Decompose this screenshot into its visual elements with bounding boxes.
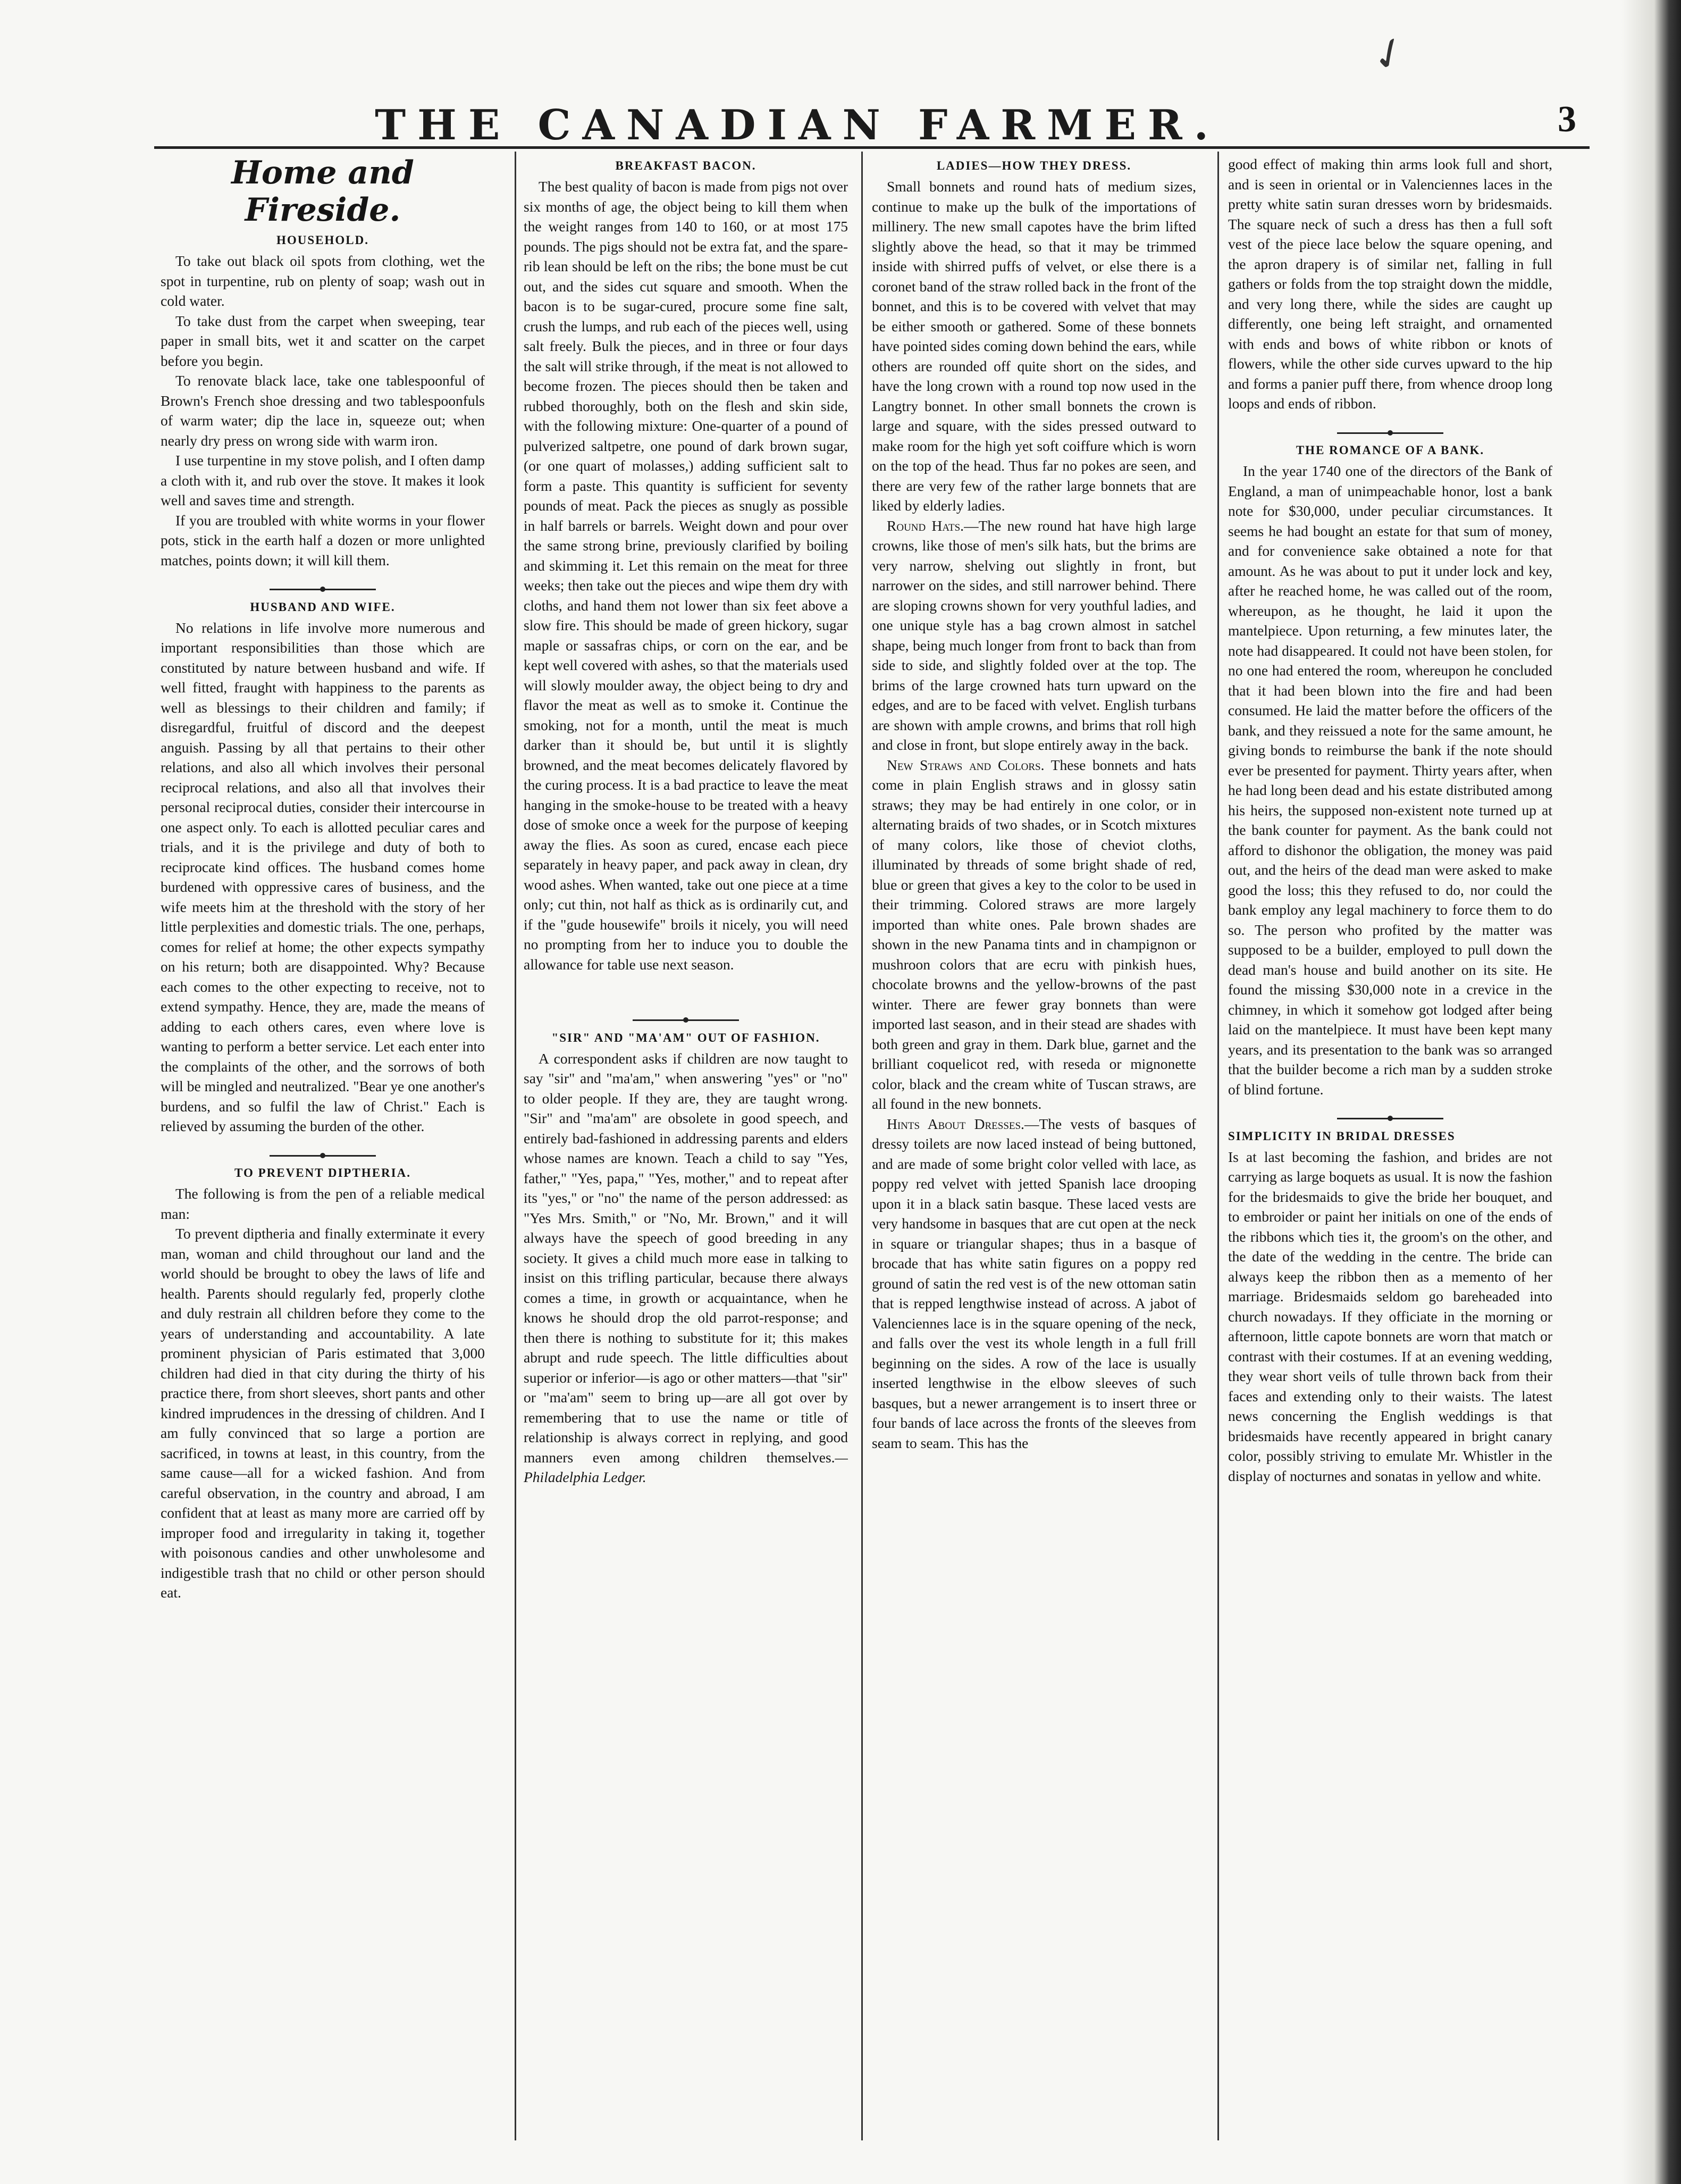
- paragraph: In the year 1740 one of the directors of the Bank of England, a man of unimpeachable honor, lost a bank note for $30,000, under peculiar circumstances. It seems he had bought an estate for that sum of money, and for convenience sake obtained a note for that amount. As he was about to put it under lock and key, after he reached home, he was called out of the room, whereupon, as he thought, he laid it upon the mantelpiece. Upon returning, a few minutes later, the note had disappeared. It could not have been stolen, for no one had entered the room, whereupon he concluded that it had been blown into the fire and had been consumed. He laid the matter before the officers of the bank, and they reissued a note for the same amount, he giving bonds to reimburse the bank if the note should ever be presented for payment. Thirty years after, when he had long been dead and his estate distributed among his heirs, the supposed non-existent note turned up at the bank counter for payment. As the bank could not afford to dishonor the obligation, the money was paid out, and the heirs of the dead man were asked to make good the loss; this they refused to do, nor could the bank employ any legal machinery to force them to do so. The person who profited by the matter was supposed to be a builder, employed to pull down the dead man's house and build another on its site. He found the missing $30,000 note in a crevice in the chimney, in which it somehow got lodged after being laid on the mantelpiece. It must have been kept many years, and its presentation to the bank was so arranged that the builder become a rich man by a sudden stroke of blind fortune.: [1228, 463, 1552, 1098]
- paragraph: Small bonnets and round hats of medium sizes, continue to make up the bulk of the importations of millinery. The new small capotes have the brim lifted slightly above the head, so that it may be trimmed inside with shirred puffs of velvet, or else there is a coronet band of the straw rolled back in the front of the bonnet, and this is to be covered with velvet that may be either smooth or gathered. Some of these bonnets have pointed sides coming down behind the ears, while others are rounded off quite short on the sides, and have the long crown with a round top now used in the Langtry bonnet. In other small bonnets the crown is large and square, with the sides pressed outward to make room for the high yet soft coiffure which is worn on the top of the head. Thus far no pokes are seen, and there are very few of the rather large bonnets that are liked by elderly ladies.: [872, 178, 1196, 514]
- headline-romance-of-a-bank: THE ROMANCE OF A BANK.: [1296, 444, 1485, 457]
- paragraph: [872, 516, 1196, 755]
- paragraph: If you are troubled with white worms in your flower pots, stick in the earth half a dozen or more unlighted matches, points down; it will kill them.: [161, 512, 485, 568]
- headline-diptheria: TO PREVENT DIPTHERIA.: [234, 1166, 411, 1179]
- run-in-heading: Round Hats.: [887, 517, 964, 534]
- column-2: [524, 154, 848, 2132]
- headline-household: HOUSEHOLD.: [276, 233, 369, 247]
- paragraph: To take dust from the carpet when sweeping, tear paper in small bits, wet it and scatter on the carpet before you begin.: [161, 312, 485, 369]
- column-1: [161, 154, 485, 2132]
- handwritten-mark: ✓: [1363, 26, 1416, 83]
- separator: [161, 1142, 485, 1162]
- headline-husband-and-wife: HUSBAND AND WIFE.: [250, 600, 396, 614]
- paragraph: No relations in life involve more numerous and important responsibilities than those which are constituted by nature between husband and wife. If well fitted, fraught with happiness to the parents as well as blessings to their children and family; if disregardful, fruitful of discord and the deepest anguish. Passing by all that pertains to their other relations, and also all which involves their personal reciprocal relations, and also all that involves their personal reciprocal duties, consider their intercourse in one aspect only. To each is allotted peculiar cares and trials, and it is the privilege and duty of both to reciprocate kind offices. The husband comes home burdened with oppressive cares of business, and the wife meets him at the threshold with the story of her little perplexities and domestic trials. The one, perhaps, comes for relief at home; the other expects sympathy on his return; both are disappointed. Why? Because each comes to the other expecting to receive, not to extend sympathy. Hence, they are, made the means of adding to each others cares, even where love is wanting to perform a better service. Let each enter into the complaints of the other, and the sorrows of both will be mingled and neutralized. "Bear ye one another's burdens, and so fulfil the law of Christ." Each is relieved by assuming the burden of the other.: [161, 619, 485, 1134]
- column-divider: [515, 152, 516, 2140]
- run-in-heading: New Straws and Colors.: [887, 756, 1045, 773]
- separator: [1228, 1104, 1552, 1125]
- column-divider: [1217, 152, 1219, 2140]
- column-4: [1228, 154, 1552, 2132]
- paragraph: I use turpentine in my stove polish, and I often damp a cloth with it, and rub over the stove. It makes it look well and saves time and strength.: [161, 452, 485, 508]
- column-3: [872, 154, 1196, 2132]
- paragraph-text: A correspondent asks if children are now taught to say "sir" and "ma'am," when answering "yes" or "no" to older people. If they are, they are taught wrong. "Sir" and "ma'am" are obsolete in good speech, and entirely bad-fashioned in addressing parents and elders whose names are known. Teach a child to say "Yes, father," "Yes, papa," "Yes, mother," and to repeat after its "yes," or "no" the name of the person addressed: as "Yes Mrs. Smith," or "No, Mr. Brown," and it will always have the speech of good breeding in any society. It gives a child much more ease in talking to insist on this trifling particular, because there always comes a time, in growth or acquaintance, when he knows he should drop the old parrot-response; and then there is nothing to substitute for it; this makes abrupt and rude speech. The little difficulties about superior or inferior—is ago or other matters—that "sir" or "ma'am" seem to bring up—are all got over by remembering that to use the name or title of relationship is always correct in replying, and good manners even among children themselves.: [524, 1050, 848, 1466]
- column-divider: [861, 152, 863, 2140]
- source-credit: —Philadelphia Ledger.: [524, 1449, 848, 1485]
- separator: [1228, 419, 1552, 439]
- page-number: 3: [1558, 99, 1576, 140]
- paragraph-text: —The vests of basques of dressy toilets are now laced instead of being buttoned, and are made of some bright color velled with lace, as poppy red velvet with jetted Spanish lace drooping upon it in a black satin basque. These laced vests are very handsome in basques that are cut open at the neck in square or triangular shapes; thus in a basque of brocade that has white satin figures on a poppy red ground of satin the red vest is of the new ottoman satin that is repped lengthwise instead of across. A jabot of Valenciennes lace is in the square opening of the neck, and falls over the vest its whole length in a full frill beginning on the sides. A row of the lace is usually inserted lengthwise in the elbow sleeves of such basques, but a newer arrangement is to insert three or four bands of lace across the fronts of the sleeves from seam to seam. This has the: [872, 1115, 1196, 1451]
- paragraph: To renovate black lace, take one tablespoonful of Brown's French shoe dressing and two tablespoonfuls of warm water; dip the lace in, squeeze out; when nearly dry press on wrong side with warm iron.: [161, 372, 485, 449]
- paragraph: The following is from the pen of a reliable medical man:: [161, 1185, 485, 1222]
- paragraph: [872, 1114, 1196, 1453]
- separator: [161, 575, 485, 596]
- paragraph: good effect of making thin arms look full and short, and is seen in oriental or in Valenciennes laces in the pretty white satin suran dresses worn by bridesmaids. The square neck of such a dress has then a full soft vest of the piece lace below the square opening, and the apron drapery is of similar net, falling in full gathers or folds from the top straight down the middle, and very long there, while the sides are caught up differently, one being left straight, and ornamented with ends and bows of white ribbon or knots of flowers, while the other side curves upward to the hip and forms a panier puff there, from whence droop long loops and ends of ribbon.: [1228, 156, 1552, 412]
- paragraph: Is at last becoming the fashion, and brides are not carrying as large boquets as usual. It is now the fashion for the bridesmaids to give the bride her bouquet, and to embroider or paint her initials on one of the ends of the ribbons which ties it, the groom's on the other, and the date of the wedding in the centre. The bride can always keep the ribbon then as a memento of her marriage. Bridesmaids seldom go bareheaded into church nowadays. If they officiate in the morning or afternoon, little capote bonnets are worn that match or contrast with their costumes. If at an evening wedding, they wear short veils of tulle thrown back from their faces and extending only to their waists. The latest news concerning the English weddings is that bridesmaids have recently appeared in bright canary color, possibly striving to emulate Mr. Whistler in the display of nocturnes and sonatas in yellow and white.: [1228, 1148, 1552, 1484]
- headline-bridal-dresses: SIMPLICITY IN BRIDAL DRESSES: [1228, 1129, 1456, 1143]
- masthead-title: THE CANADIAN FARMER.: [375, 101, 1220, 149]
- separator: [524, 1006, 848, 1026]
- paragraph: To prevent diptheria and finally exterminate it every man, woman and child throughout our land and the world should be brought to obey the laws of life and health. Parents should regularly fed, properly clothe and duly restrain all children before they come to the years of understanding and accountability. A late prominent physician of Paris estimated that 3,000 children had died in that city during the thirty of his practice there, from short sleeves, short pants and other kindred imprudences in the dressing of children. And I am fully convinced that so large a portion are sacrificed, in towns at least, in this country, from the same cause—all for a wicked fashion. And from careful observation, in the country and abroad, I am confident that at least as many more are carried off by improper food and irregularity in taking it, together with poisonous candies and other unwholesome and indigestible trash that no child or other person should eat.: [161, 1225, 485, 1601]
- scan-edge-shadow: [1621, 0, 1681, 2184]
- run-in-heading: Hints About Dresses.: [887, 1115, 1024, 1132]
- section-title: Home and Fireside.: [231, 154, 414, 229]
- masthead-rule: [154, 146, 1590, 149]
- headline-ladies-how-they-dress: LADIES—HOW THEY DRESS.: [936, 159, 1132, 172]
- paragraph: [524, 1049, 848, 1487]
- paragraph-text: —The new round hat have high large crowns, like those of men's silk hats, but the brims are very narrow, shelving out slightly in front, but narrower on the sides, and still narrower behind. There are sloping crowns shown for very youthful ladies, and one unique style has a bag crown almost in satchel shape, being much longer from front to back than from side to side, and slightly folded over at the top. The brims of the large crowned hats turn upward on the edges, and are to be faced with velvet. English turbans are shown with ample crowns, and brims that roll high and close in front, but slope entirely away in the back.: [872, 517, 1196, 753]
- paragraph-text: These bonnets and hats come in plain English straws and in glossy satin straws; they may be had entirely in one color, or in alternating braids of two shades, or in Scotch mixtures of many colors, like those of cheviot cloths, illuminated by threads of some bright shade of red, blue or green that gives a key to the color to be used in their trimming. Colored straws are more largely imported than white ones. Pale brown shades are shown in the new Panama tints and in champignon or mushroon colors that are ecru with pinkish hues, chocolate browns and the yellow-browns of the past winter. There are fewer gray bonnets than were imported last season, and in their stead are shades with both green and gray in them. Dark blue, garnet and the brilliant coquelicot red, with reseda or mignonette color, black and the cream white of Tuscan straws, are all found in the new bonnets.: [872, 756, 1196, 1112]
- paragraph: To take out black oil spots from clothing, wet the spot in turpentine, rub on plenty of soap; wash out in cold water.: [161, 253, 485, 309]
- paragraph: [872, 755, 1196, 1114]
- headline-breakfast-bacon: BREAKFAST BACON.: [615, 159, 757, 172]
- headline-sir-and-maam: "SIR" AND "MA'AM" OUT OF FASHION.: [551, 1031, 820, 1044]
- paragraph: The best quality of bacon is made from pigs not over six months of age, the object being to kill them when the weight ranges from 140 to 160, or at most 175 pounds. The pigs should not be extra fat, and the spare-rib lean should be left on the ribs; the bone must be cut out, and the sides cut square and smooth. When the bacon is to be sugar-cured, procure some fine salt, crush the lumps, and rub each of the pieces well, using salt freely. Bulk the pieces, and in three or four days the salt will strike through, if the meat is not allowed to become frozen. The pieces should then be taken and rubbed thoroughly, both on the flesh and skin side, with the following mixture: One-quarter of a pound of pulverized saltpetre, one pound of dark brown sugar, (or one quart of molasses,) adding sufficient salt to form a paste. This quantity is sufficient for seventy pounds of meat. Pack the pieces as snugly as possible in half barrels or barrels. Weight down and pour over the same strong brine, previously clarified by boiling and skimming it. Let this remain on the meat for three weeks; then take out the pieces and wipe them dry with cloths, and hand them not lower than six feet above a slow fire. This should be made of green hickory, sugar maple or sassafras chips, or corn on the ear, and be kept well covered with ashes, so that the materials used will slowly moulder away, the object being to dry and flavor the meat as well as to smoke it. Continue the smoking, not for a month, until the meat is much darker than it should be, but until it is slightly browned, and the meat becomes delicately flavored by the curing process. It is a bad practice to leave the meat hanging in the smoke-house to be treated with a heavy dose of smoke once a week for the purpose of keeping away the flies. As soon as cured, encase each piece separately in heavy paper, and pack away in clean, dry wood ashes. When wanted, take out one piece at a time only; cut thin, not half as thick as is ordinarily cut, and if the "gude housewife" broils it nicely, you will need no prompting from her to induce you to double the allowance for table use next season.: [524, 178, 848, 973]
